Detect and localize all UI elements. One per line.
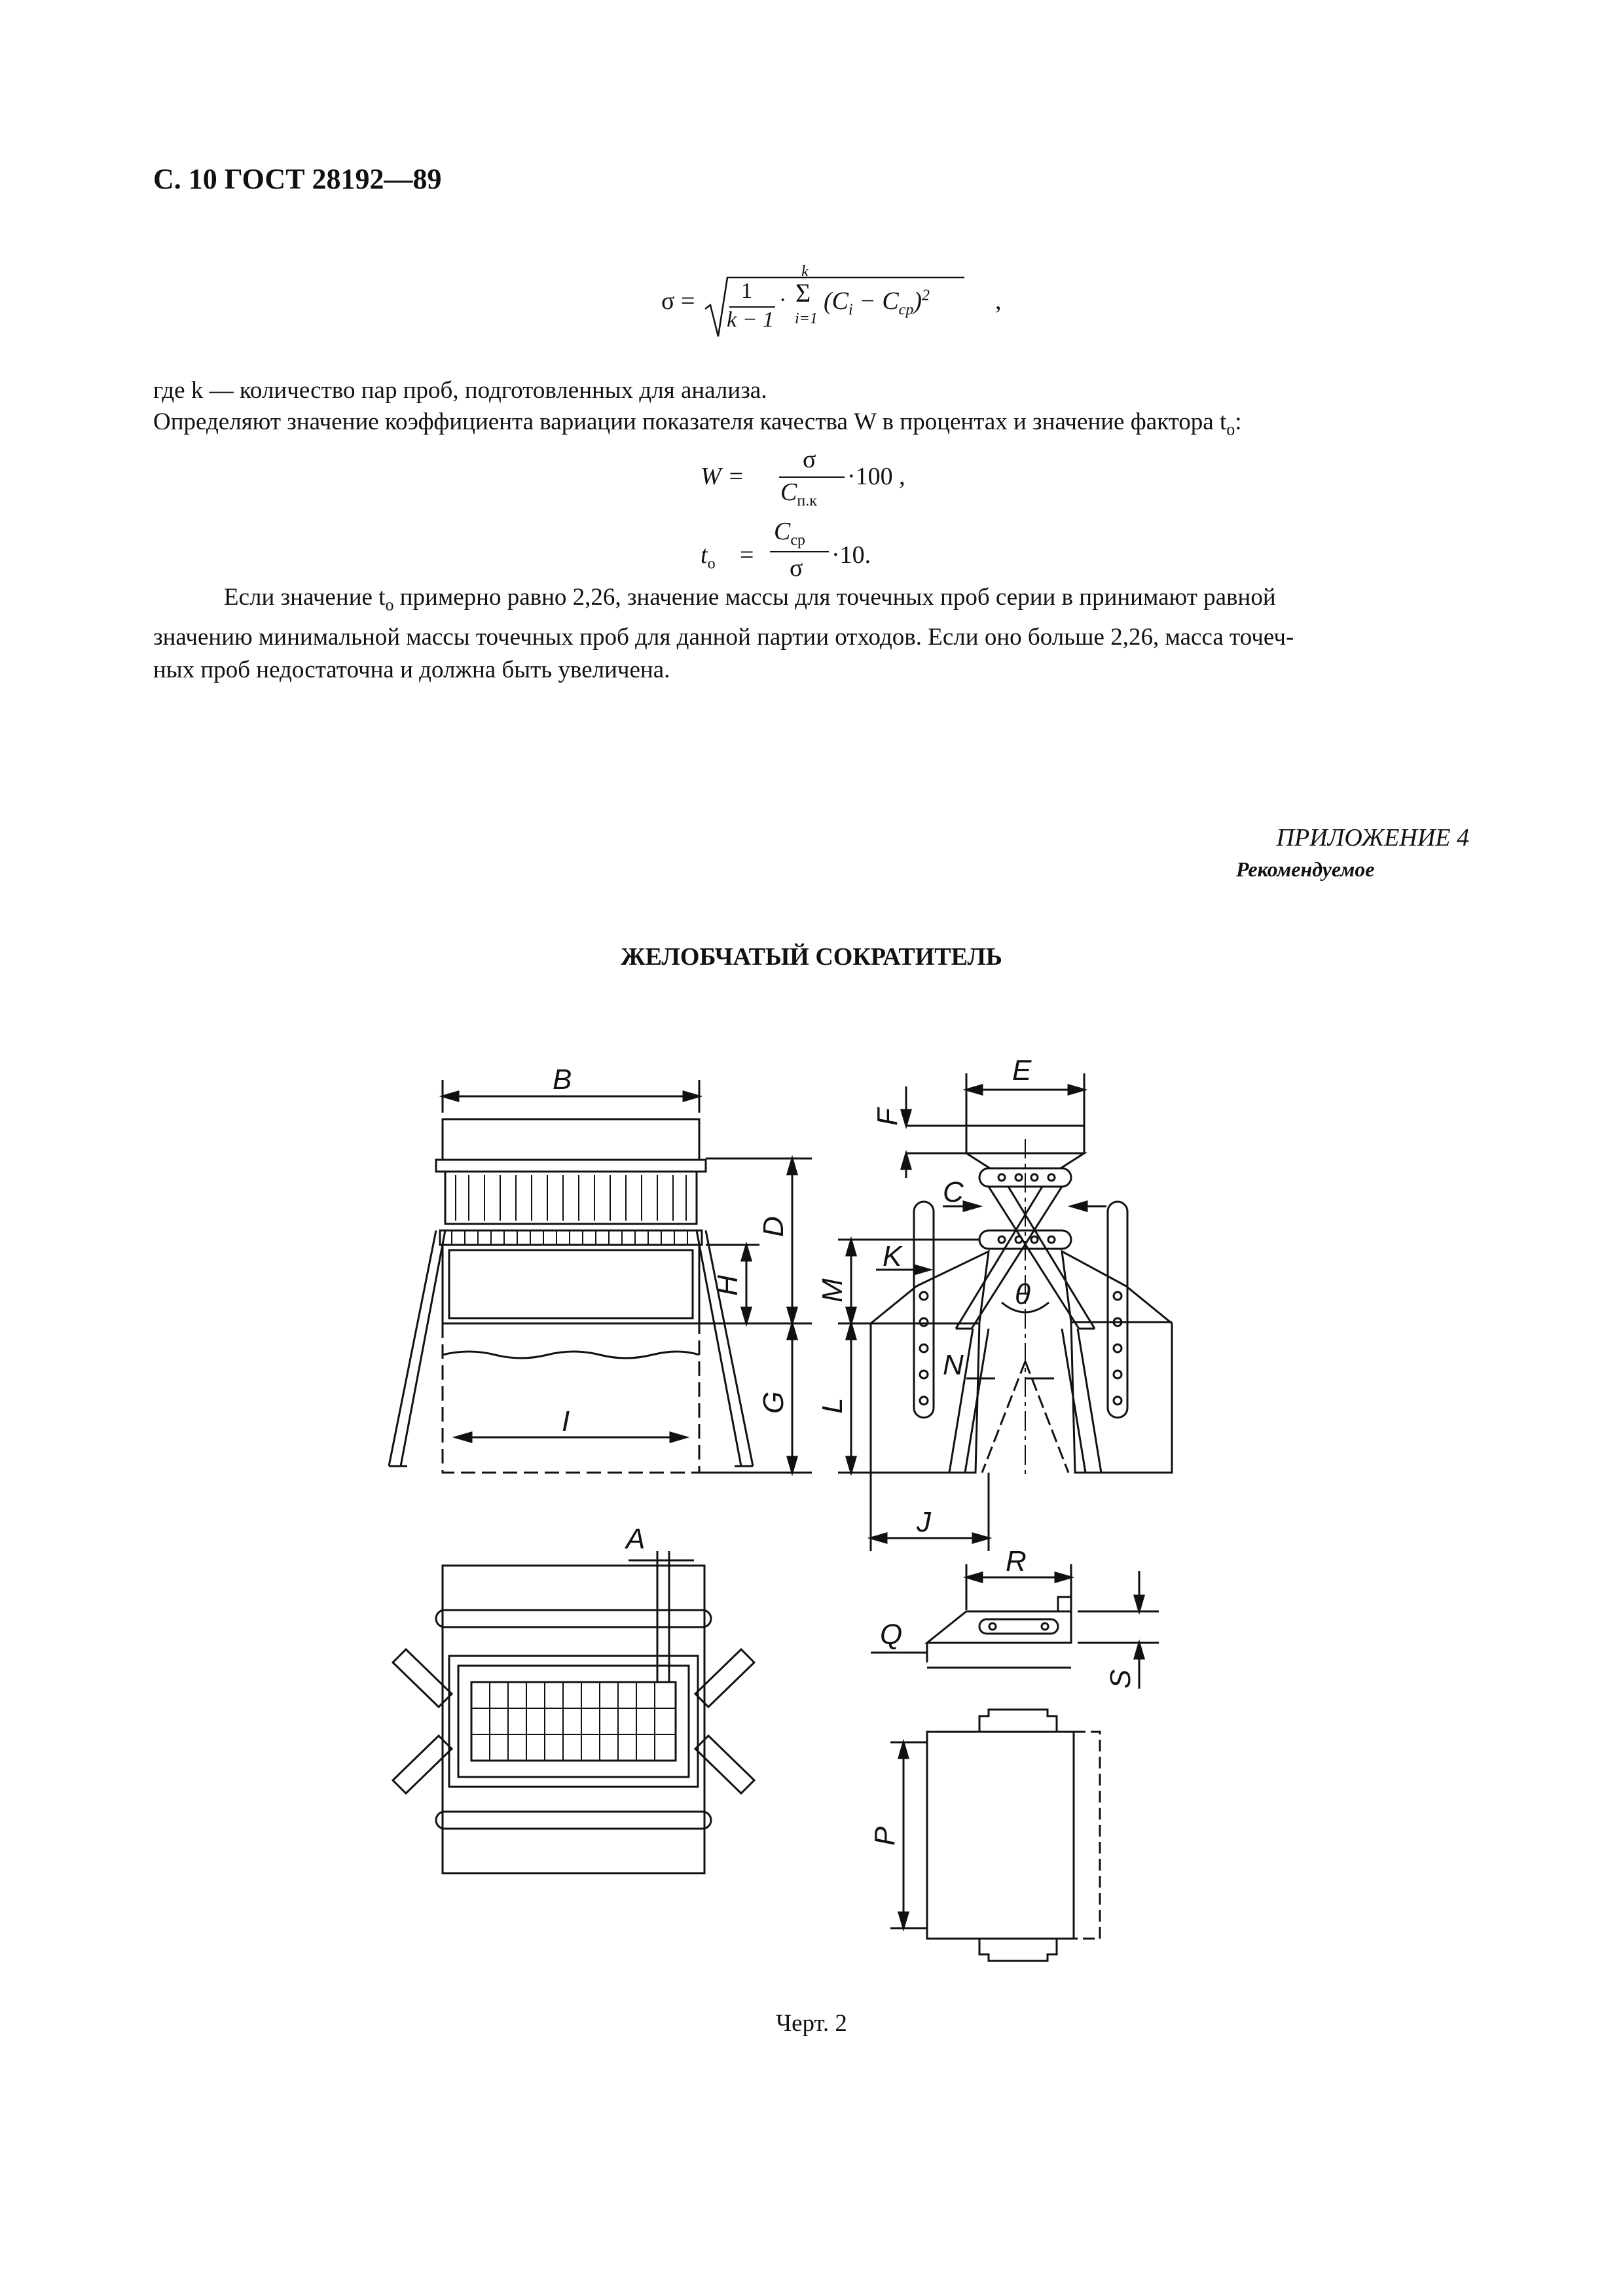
sum-lower: i=1 xyxy=(795,310,818,327)
drawing-title: ЖЕЛОБЧАТЫЙ СОКРАТИТЕЛЬ xyxy=(621,943,1002,971)
label-G: G xyxy=(757,1391,790,1414)
label-P: P xyxy=(869,1826,901,1846)
page-header: С. 10 ГОСТ 28192—89 xyxy=(153,163,442,195)
appendix-note: Рекомендуемое xyxy=(1236,857,1375,881)
label-L: L xyxy=(816,1397,848,1414)
frac-num: 1 xyxy=(741,279,752,303)
label-A: A xyxy=(626,1523,646,1555)
frac-den: k − 1 xyxy=(727,308,775,332)
label-J: J xyxy=(917,1506,931,1538)
label-E: E xyxy=(1012,1054,1032,1086)
label-theta: θ xyxy=(1015,1278,1030,1310)
formula-t: $t_о$ = $C_{ср}$ σ ·10. xyxy=(701,518,871,582)
label-M: M xyxy=(816,1278,848,1302)
label-R: R xyxy=(1006,1545,1027,1577)
side-view xyxy=(838,1073,1172,1551)
sum-symbol: Σ xyxy=(795,278,811,308)
label-H: H xyxy=(712,1275,744,1296)
sum-body: $(C_i - C_{ср})^2$ xyxy=(824,287,930,319)
formula-sigma-comma: , xyxy=(995,287,1002,315)
formula-sigma: σ = 1 k − 1 · k Σ i=1 $(C_i - C_{ср})^2$ , xyxy=(661,268,1028,340)
paragraph-conclusion: Если значение $t_о$ примерно равно 2,26, значение массы для точечных проб серии в принимают равной значению минимальной массы точечных проб для данной партии отходов. Если оно больше 2,26, масса точеч- ных проб недостаточна и должна быть увеличена. xyxy=(153,584,1294,684)
label-C: C xyxy=(943,1176,964,1208)
top-view xyxy=(393,1551,754,1873)
label-I: I xyxy=(562,1405,570,1437)
label-N: N xyxy=(943,1349,964,1381)
label-K: K xyxy=(883,1240,902,1272)
paragraph-variation: Определяют значение коэффициента вариации показателя качества W в процентах и значение фактора $t_о$: xyxy=(153,408,1242,439)
formula-w: W = σ $C_{п.к}$ ·100 , xyxy=(701,446,905,510)
front-view xyxy=(389,1080,812,1473)
appendix-label: ПРИЛОЖЕНИЕ 4 xyxy=(1276,824,1469,852)
formula-sigma-lhs: σ = xyxy=(661,287,695,315)
label-S: S xyxy=(1104,1669,1137,1689)
label-Q: Q xyxy=(880,1619,903,1651)
label-B: B xyxy=(553,1064,572,1096)
label-F: F xyxy=(871,1108,903,1126)
sum-upper: k xyxy=(801,263,809,280)
paragraph-k-definition: где k — количество пар проб, подготовленных для анализа. xyxy=(153,377,767,404)
figure-caption: Черт. 2 xyxy=(776,2010,847,2037)
detail-views xyxy=(871,1564,1159,1961)
label-D: D xyxy=(757,1216,790,1237)
